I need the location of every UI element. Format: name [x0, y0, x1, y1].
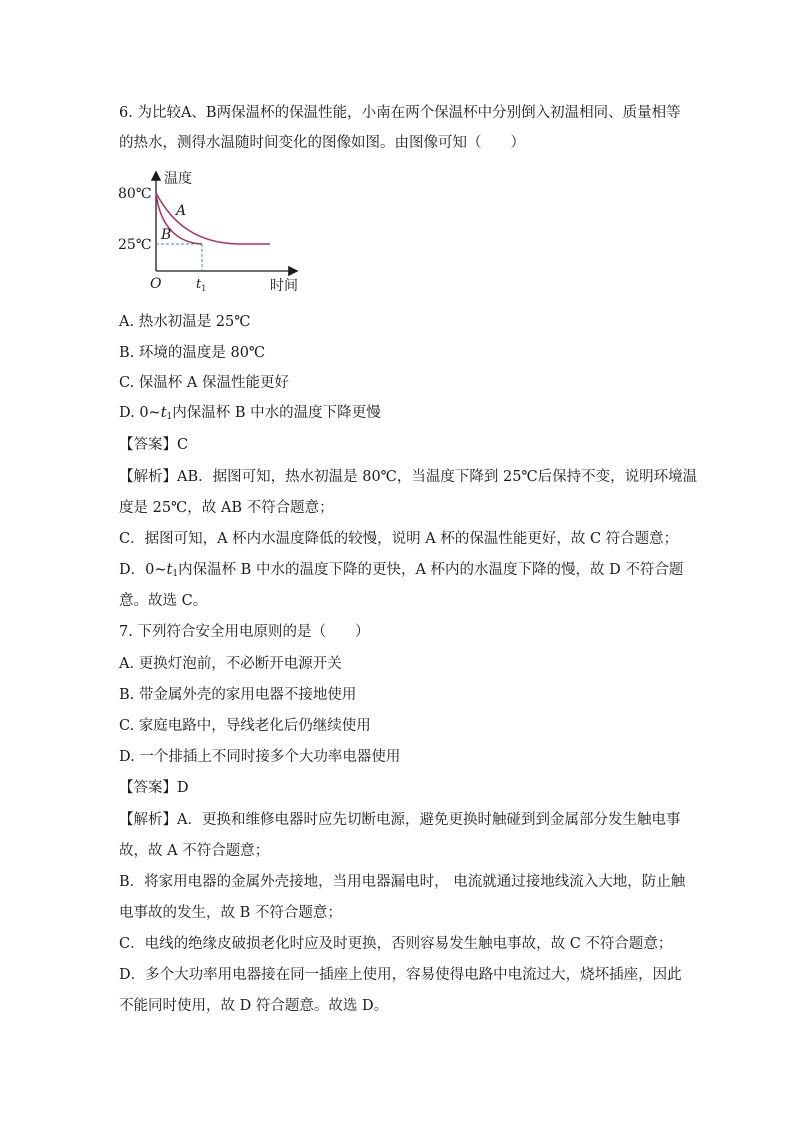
- q7-answer: 【答案】D: [119, 780, 189, 796]
- temperature-time-graph: [118, 163, 318, 298]
- q7-explanation-1: 【解析】A．更换和维修电器时应先切断电源，避免更换时触碰到到金属部分发生触电事: [119, 812, 681, 828]
- origin-label: O: [150, 276, 162, 292]
- q6-option-d: D. $0\sim t_1$内保温杯 B 中水的温度下降更慢: [119, 405, 381, 422]
- q6-option-c: C. 保温杯 A 保温性能更好: [119, 375, 289, 391]
- q7-option-b: B. 带金属外壳的家用电器不接地使用: [119, 687, 357, 703]
- q7-explanation-2: 故，故 A 不符合题意；: [119, 843, 270, 859]
- q6-explanation-4: D．$0\sim t_1$内保温杯 B 中水的温度下降的更快，A 杯内的水温度下降的慢，故 D 不符合题: [119, 562, 684, 579]
- q7-explanation-3: B．将家用电器的金属外壳接地，当用电器漏电时， 电流就通过接地线流入大地，防止触: [119, 874, 686, 890]
- q7-explanation-6: D．多个大功率用电器接在同一插座上使用，容易使得电路中电流过大，烧坏插座，因此: [119, 967, 682, 983]
- y-axis-label: 温度: [164, 171, 192, 187]
- x-axis-label: 时间: [270, 278, 298, 294]
- q7-option-d: D. 一个排插上不同时接多个大功率电器使用: [119, 749, 401, 765]
- q6-explanation-1: 【解析】AB．据图可知，热水初温是 80℃，当温度下降到 25℃后保持不变，说明环境温: [119, 469, 698, 485]
- q6-stem-line1: 6. 为比较A、B两保温杯的保温性能，小南在两个保温杯中分别倒入初温相同、质量相等: [119, 105, 681, 121]
- curve-b-label: B: [161, 227, 172, 243]
- curve-a: [156, 193, 270, 244]
- q7-option-c: C. 家庭电路中，导线老化后仍继续使用: [119, 718, 371, 734]
- q6-explanation-3: C．据图可知，A 杯内水温度降低的较慢，说明 A 杯的保温性能更好，故 C 符合题意；: [119, 531, 679, 547]
- q7-option-a: A. 更换灯泡前，不必断开电源开关: [119, 656, 342, 672]
- y-tick-25: 25℃: [118, 237, 152, 253]
- q7-explanation-7: 不能同时使用，故 D 符合题意。故选 D。: [119, 998, 389, 1014]
- q6-explanation-5: 意。故选 C。: [119, 593, 208, 609]
- q7-explanation-4: 电事故的发生，故 B 不符合题意；: [119, 905, 342, 921]
- y-tick-80: 80℃: [118, 186, 152, 202]
- q6-answer: 【答案】C: [119, 437, 189, 453]
- curve-a-label: A: [176, 203, 187, 219]
- q6-explanation-2: 度是 25℃，故 AB 不符合题意；: [119, 500, 334, 516]
- q6-stem-line2: 的热水，测得水温随时间变化的图像如图。由图像可知（ ）: [119, 135, 525, 151]
- q6-option-b: B. 环境的温度是 80℃: [119, 345, 266, 361]
- q7-explanation-5: C．电线的绝缘皮破损老化时应及时更换，否则容易发生触电事故，故 C 不符合题意；: [119, 936, 673, 952]
- q7-stem: 7. 下列符合安全用电原则的是（ ）: [119, 624, 370, 640]
- q6-option-a: A. 热水初温是 25℃: [119, 314, 251, 330]
- t1-label: $t_1$: [196, 277, 207, 293]
